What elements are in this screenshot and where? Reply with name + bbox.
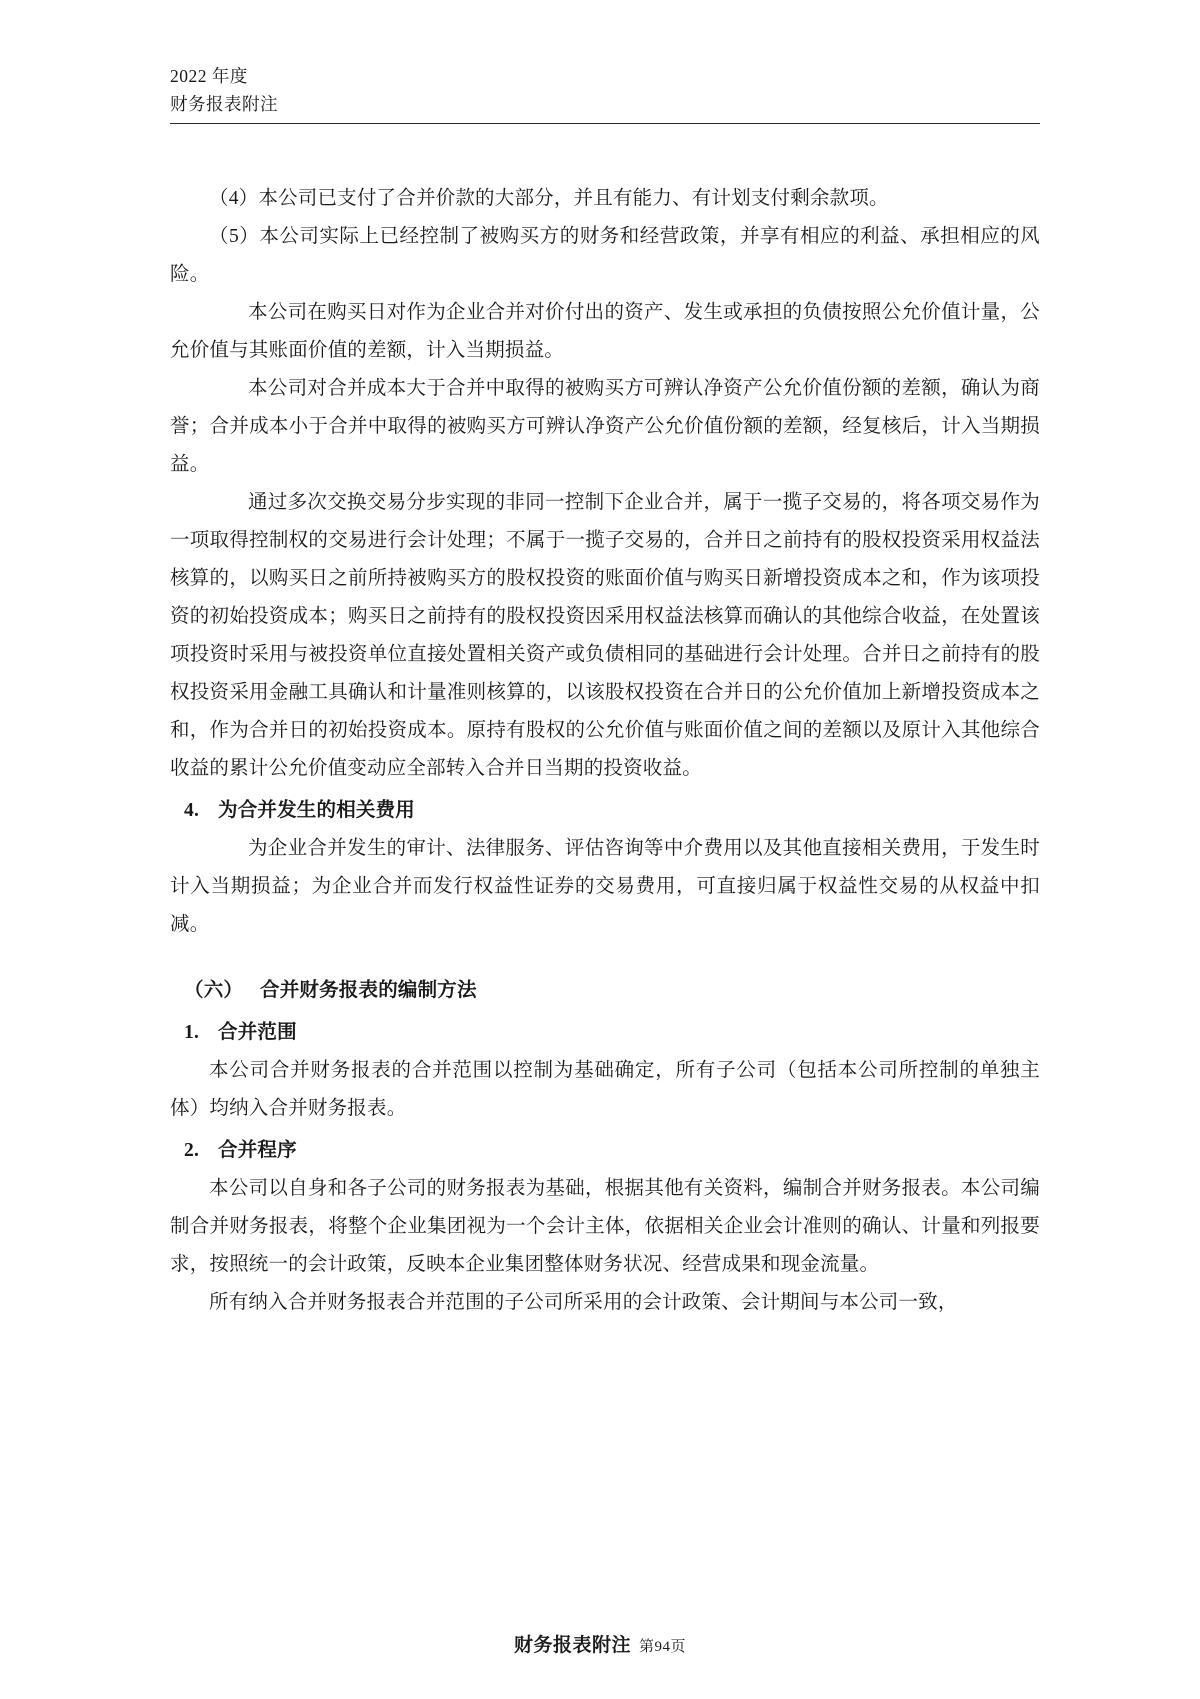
section-number: （六） — [184, 980, 244, 1001]
paragraph-item-4: （4）本公司已支付了合并价款的大部分，并且有能力、有计划支付剩余款项。 — [209, 187, 889, 209]
paragraph-consolidation-scope-detail: 本公司合并财务报表的合并范围以控制为基础确定，所有子公司（包括本公司所控制的单独主体）均纳入合并财务报表。 — [170, 1060, 1040, 1120]
paragraph-step-acquisition: 通过多次交换交易分步实现的非同一控制下企业合并，属于一揽子交易的，将各项交易作为一项取得控制权的交易进行会计处理；不属于一揽子交易的，合并日之前持有的股权投资采用权益法核算的，以购买日之前所持被购买方的股权投资的账面价值与购买日新增投资成本之和，作为该项投资的初始投资成本；购买日之前持有的股权投资因采用权益法核算而确认的其他综合收益，在处置该项投资时采用与被投资单位直接处置相关资产或负债相同的基础进行会计处理。合并日之前持有的股权投资采用金融工具确认和计量准则核算的，以该股权投资在合并日的公允价值加上新增投资成本之和，作为合并日的初始投资成本。原持有股权的公允价值与账面价值之间的差额以及原计入其他综合收益的累计公允价值变动应全部转入合并日当期的投资收益。 — [170, 491, 1040, 779]
page-header — [170, 62, 1040, 124]
footer-page-number: 第94页 — [639, 1639, 687, 1655]
heading-text: 为合并发生的相关费用 — [218, 799, 416, 821]
heading-text: 合并范围 — [218, 1022, 297, 1044]
heading-text: 合并程序 — [218, 1140, 297, 1162]
heading-consolidation-scope — [170, 1014, 1040, 1052]
header-line-title: 财务报表附注 — [170, 94, 278, 115]
heading-consolidation-procedure — [170, 1132, 1040, 1170]
footer-label: 财务报表附注 — [513, 1635, 631, 1656]
document-body — [170, 180, 1040, 1322]
paragraph-item-5: （5）本公司实际上已经控制了被购买方的财务和经营政策，并享有相应的利益、承担相应的风险。 — [170, 225, 1040, 285]
heading-number: 4. — [184, 799, 200, 821]
paragraph-goodwill: 本公司对合并成本大于合并中取得的被购买方可辨认净资产公允价值份额的差额，确认为商誉；合并成本小于合并中取得的被购买方可辨认净资产公允价值份额的差额，经复核后，计入当期损益。 — [170, 377, 1040, 475]
heading-number: 2. — [184, 1140, 200, 1162]
section-title: 合并财务报表的编制方法 — [260, 980, 477, 1001]
paragraph-merger-expenses-detail: 为企业合并发生的审计、法律服务、评估咨询等中介费用以及其他直接相关费用，于发生时计入当期损益；为企业合并而发行权益性证券的交易费用，可直接归属于权益性交易的从权益中扣减。 — [170, 837, 1040, 935]
paragraph-accounting-policy-consistency: 所有纳入合并财务报表合并范围的子公司所采用的会计政策、会计期间与本公司一致， — [209, 1292, 958, 1314]
paragraph-consolidation-procedure-detail: 本公司以自身和各子公司的财务报表为基础，根据其他有关资料，编制合并财务报表。本公司编制合并财务报表，将整个企业集团视为一个会计主体，依据相关企业会计准则的确认、计量和列报要求，按照统一的会计政策，反映本企业集团整体财务状况、经营成果和现金流量。 — [170, 1178, 1040, 1276]
page-footer — [0, 1630, 1200, 1657]
heading-merger-related-expenses — [170, 792, 1040, 830]
header-line-year: 2022 年度 — [170, 66, 248, 86]
section-heading-consolidation-method — [170, 972, 1040, 1010]
heading-number: 1. — [184, 1022, 200, 1044]
paragraph-purchase-date-measurement: 本公司在购买日对作为企业合并对价付出的资产、发生或承担的负债按照公允价值计量，公允价值与其账面价值的差额，计入当期损益。 — [170, 301, 1040, 361]
